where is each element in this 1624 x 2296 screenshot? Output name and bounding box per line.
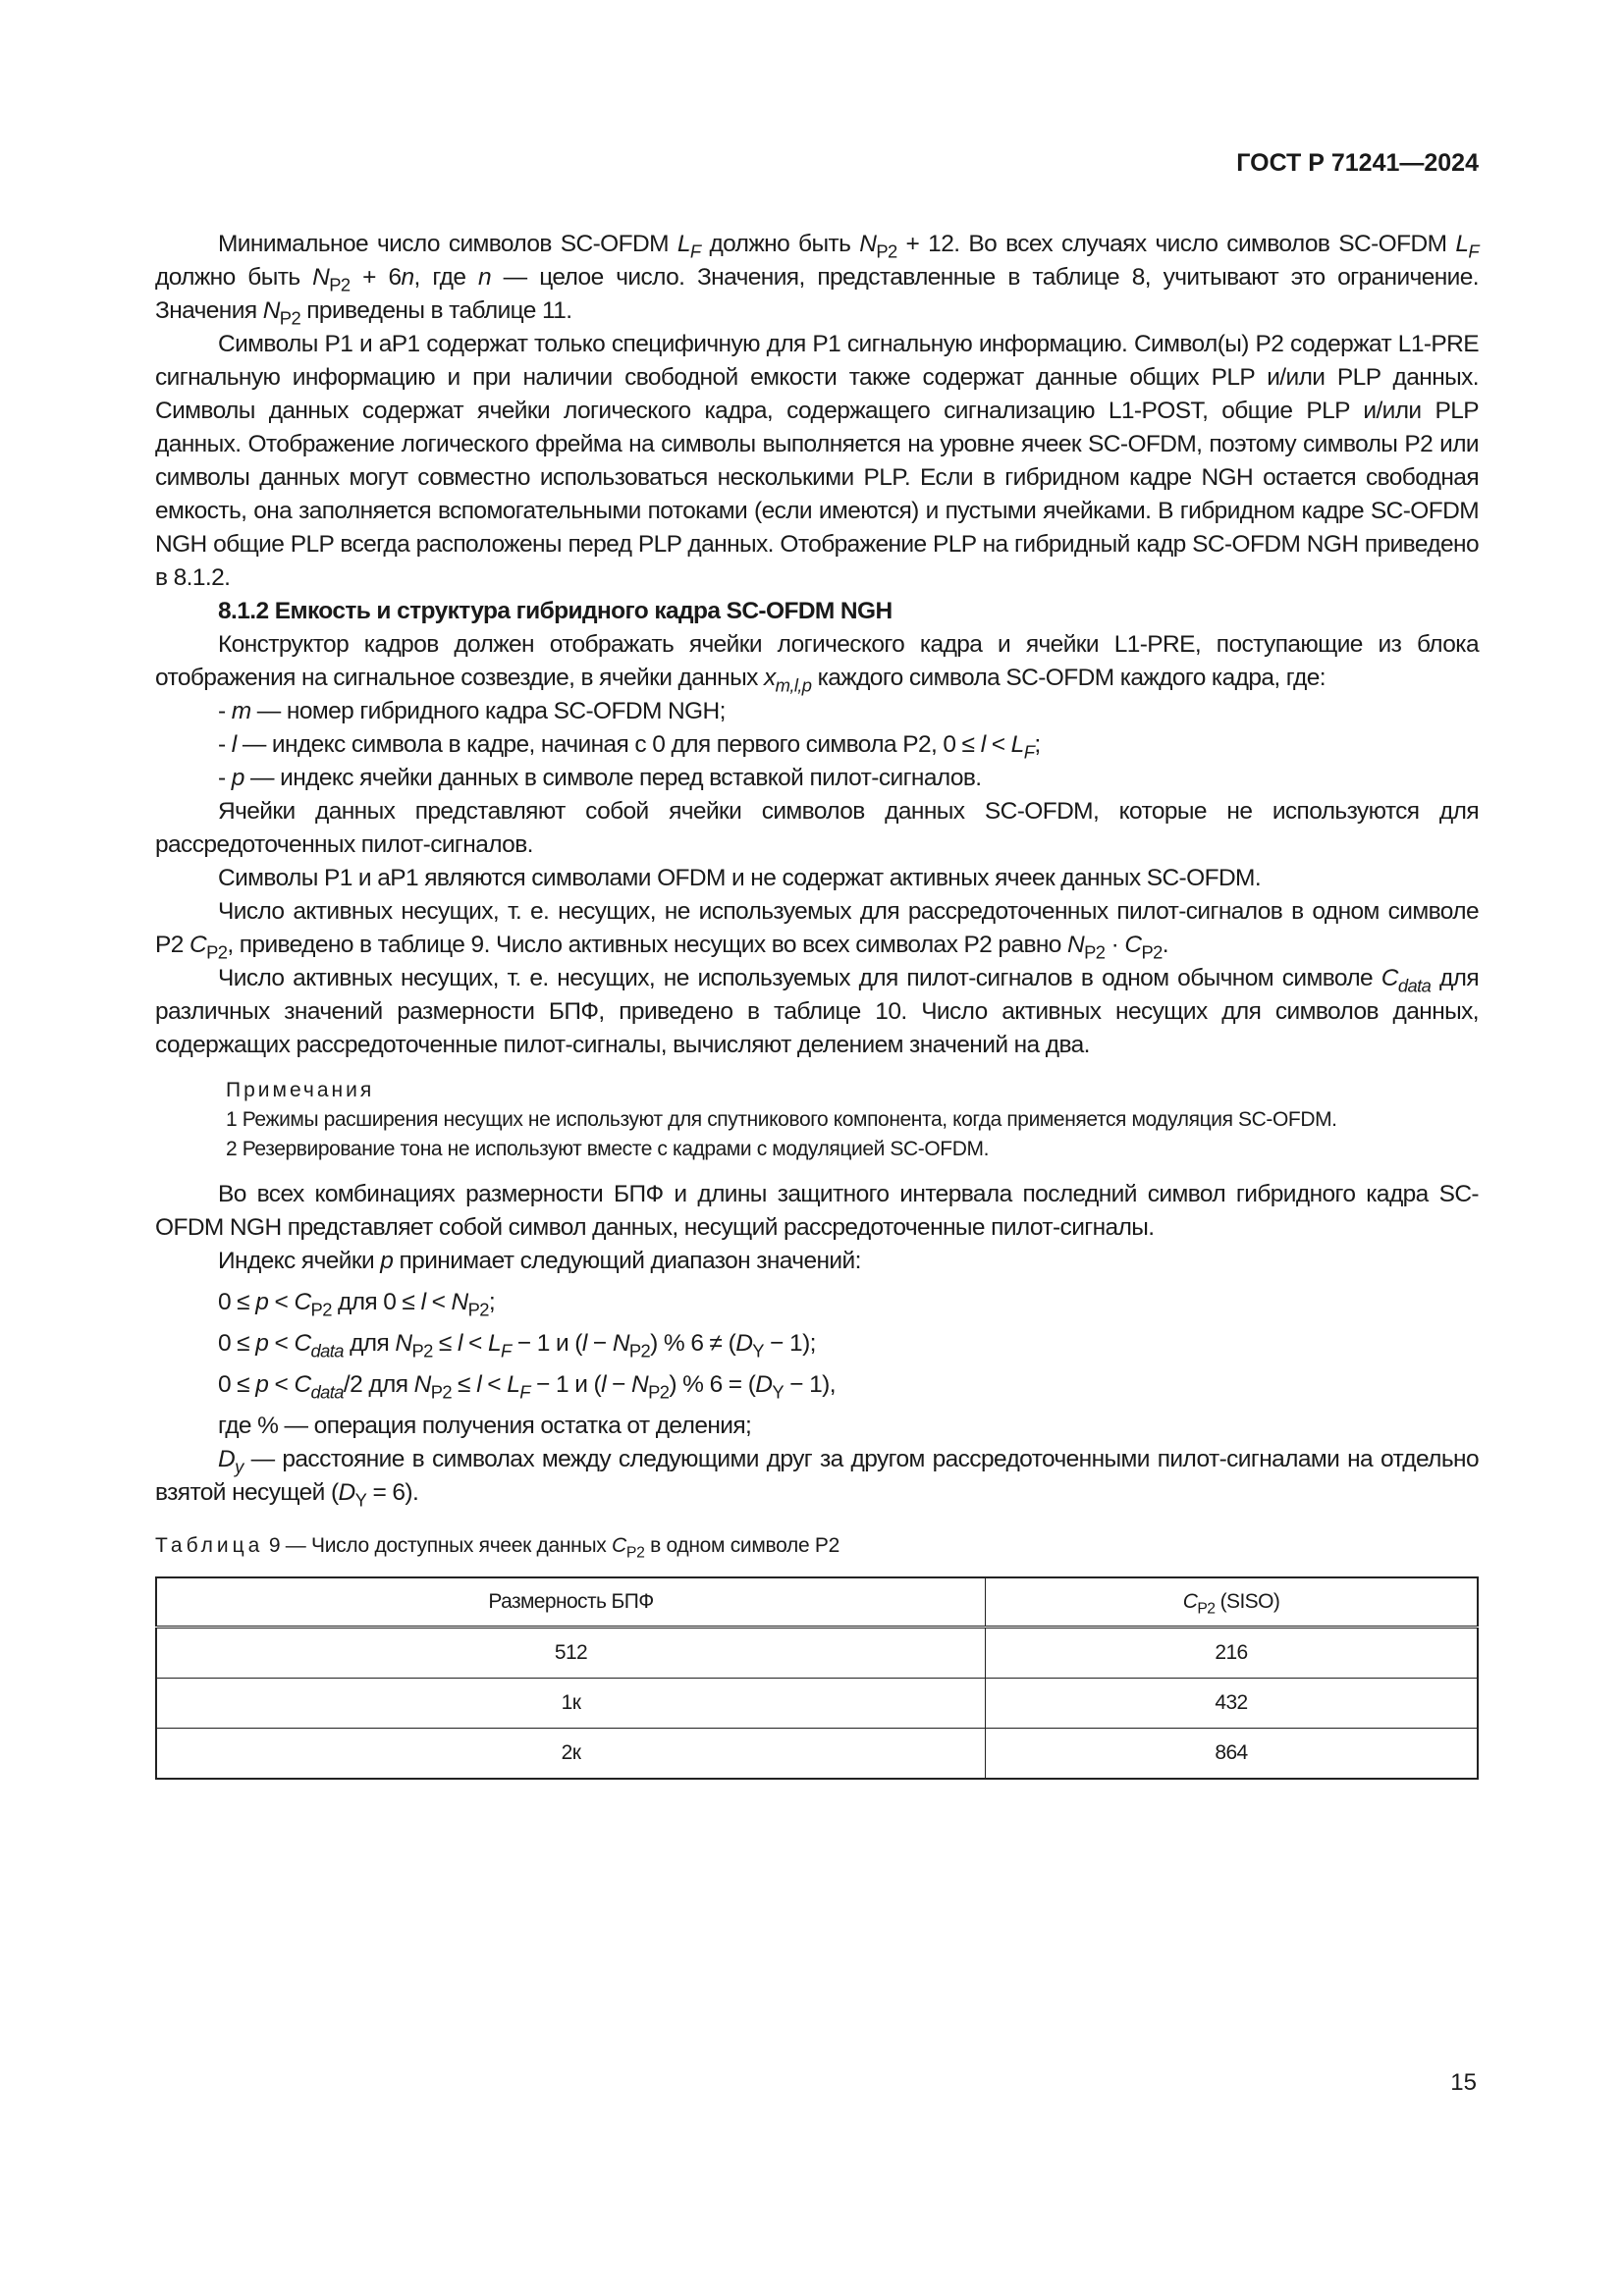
math-symbol: C [1124,932,1142,958]
math-symbol: D [338,1479,355,1506]
math-subscript: P2 [411,1340,433,1362]
paragraphs-structure [155,628,1479,1062]
math-subscript: F [1023,741,1035,763]
paragraph-dy [155,1443,1479,1510]
table-caption-text: 9 — Число доступных ячеек данных $C_{P2}$ в одном символе P2 [268,1534,839,1562]
math-symbol: l [420,1289,426,1315]
table-cell: 216 [985,1628,1478,1679]
math-symbol: L [507,1371,520,1398]
page-number: 15 [1450,2069,1477,2096]
math-subscript: P2 [206,941,228,963]
table-cell: 2к [156,1729,985,1780]
math-symbol: N [612,1330,629,1357]
math-subscript: P2 [1197,1600,1216,1618]
math-symbol: L [677,231,690,257]
math-subscript: P2 [1084,941,1106,963]
math-symbol: m [231,698,251,724]
math-symbol: C [612,1534,626,1557]
paragraph: Ячейки данных представляют собой ячейки символов данных SC-OFDM, которые не используются для рассредоточенных пилот-сигналов. [155,798,1479,858]
math-subscript: P2 [1141,941,1163,963]
math-symbol: p [255,1289,269,1315]
table-header-row [156,1577,1478,1628]
math-symbol: N [413,1371,431,1398]
math-subscript: P2 [329,274,351,295]
math-symbol: l [231,731,237,758]
math-subscript: P2 [430,1381,452,1403]
math-symbol: l [601,1371,606,1398]
math-symbol: C [189,932,207,958]
math-symbol: C [1380,965,1398,991]
math-subscript: F [689,240,701,262]
formula-line: $0 \le p < C_{data}$ для $N_{P2} \le l < L_F - 1$ и $(l - N_{P2})$ % $6 \ne (D_Y - 1)$; [218,1330,816,1362]
note-item: 2 Резервирование тона не используют вместе с кадрами с модуляцией SC-OFDM. [226,1138,990,1160]
math-symbol: l [980,731,986,758]
math-subscript: P2 [467,1299,489,1320]
paragraphs-intro [155,228,1479,595]
math-symbol: D [735,1330,753,1357]
math-symbol: D [218,1446,236,1472]
math-symbol: L [487,1330,501,1357]
formulas [155,1286,1479,1443]
paragraph: Минимальное число символов SC-OFDM $L_F$ должно быть $N_{P2} + 12$. Во всех случаях число символов SC-OFDM $L_F$ должно быть $N_{P2} + 6n$, где n — целое число. Значения, представленные в таблице 8, учитывают это ограничение. Значения $N_{P2}$ приведены в таблице 11. [155,231,1480,329]
paragraph: - l — индекс символа в кадре, начиная с 0 для первого символа P2, $0 \le l < L_F$; [218,731,1041,763]
math-subscript: m,l,p [775,674,812,696]
math-subscript: data [1397,975,1432,996]
math-symbol: l [476,1371,482,1398]
table-caption [155,1529,1479,1563]
math-symbol: l [458,1330,462,1357]
math-symbol: N [1067,932,1085,958]
paragraph: Число активных несущих, т. е. несущих, не используемых для рассредоточенных пилот-сигналов в одном символе P2 $C_{P2}$, приведено в таблице 9. Число активных несущих во всех символах P2 равно $N_{P2} \cdot C_{P2}$. [155,898,1479,963]
math-symbol: C [1182,1590,1198,1613]
table-cell: 512 [156,1628,985,1679]
formula-line: $0 \le p < C_{data}/2$ для $N_{P2} \le l < L_F - 1$ и $(l - N_{P2})$ % $6 = (D_Y - 1)$, [218,1371,836,1403]
paragraph: Индекс ячейки p принимает следующий диапазон значений: [218,1248,861,1274]
math-subscript: data [310,1340,344,1362]
math-symbol: N [451,1289,468,1315]
paragraph: $D_y$ — расстояние в символах между следующими друг за другом рассредоточенными пилот-сигналами на отдельно взятой несущей $(D_Y = 6)$. [155,1446,1479,1511]
math-symbol: p [255,1330,269,1357]
math-symbol: x [763,665,776,691]
paragraph: Конструктор кадров должен отображать ячейки логического кадра и ячейки L1-PRE, поступающие из блока отображения на сигнальное созвездие, в ячейки данных $x_{m,l,p}$ каждого символа SC-OFDM каждого кадра, где: [155,631,1479,696]
paragraph: Символы P1 и aP1 являются символами OFDM и не содержат активных ячеек данных SC-OFDM. [218,865,1262,891]
math-subscript: P2 [310,1299,332,1320]
formula-line: $0 \le p < C_{P2}$ для $0 \le l < N_{P2}$; [218,1289,496,1320]
column-header: Размерность БПФ [156,1577,985,1628]
math-symbol: L [1455,231,1469,257]
math-symbol: n [401,264,414,291]
table-row [156,1729,1478,1780]
math-symbol: p [255,1371,269,1398]
math-symbol: C [294,1289,311,1315]
paragraph: - p — индекс ячейки данных в символе перед вставкой пилот-сигналов. [218,765,982,791]
math-symbol: n [478,264,492,291]
math-symbol: N [859,231,877,257]
formula-line: где % — операция получения остатка от деления; [218,1413,752,1439]
math-subscript: P2 [279,307,301,329]
math-subscript: Y [354,1489,367,1511]
math-symbol: N [262,297,280,324]
math-symbol: C [294,1330,311,1357]
math-symbol: C [294,1371,311,1398]
paragraph: - m — номер гибридного кадра SC-OFDM NGH; [218,698,726,724]
math-symbol: N [631,1371,649,1398]
table-row [156,1679,1478,1729]
table-cell: 1к [156,1679,985,1729]
math-subscript: data [310,1381,344,1403]
math-symbol: p [231,765,244,791]
page-body [155,228,1479,1780]
paragraph: Символы P1 и aP1 содержат только специфичную для P1 сигнальную информацию. Символ(ы) P2 содержат L1-PRE сигнальную информацию и при наличии свободной емкости также содержат данные общих PLP и/или PLP данных. Символы данных содержат ячейки логического кадра, содержащего сигнализацию L1-POST, общие PLP и/или PLP данных. Отображение логического фрейма на символы выполняется на уровне ячеек SC-OFDM, поэтому символы P2 или символы данных могут совместно использоваться несколькими PLP. Если в гибридном кадре NGH остается свободная емкость, она заполняется вспомогательными потоками (если имеются) и пустыми ячейками. В гибридном кадре SC-OFDM NGH общие PLP всегда расположены перед PLP данных. Отображение PLP на гибридный кадр SC-OFDM NGH приведено в 8.1.2. [155,331,1479,591]
math-subscript: F [519,1381,530,1403]
math-symbol: N [395,1330,412,1357]
table-cell: 432 [985,1679,1478,1729]
column-header: $C_{P2}$ (SISO) [985,1577,1478,1628]
math-subscript: Y [772,1381,785,1403]
math-symbol: l [581,1330,587,1357]
paragraphs-range [155,1178,1479,1278]
data-table [155,1576,1479,1780]
section-heading: 8.1.2 Емкость и структура гибридного кадра SC-OFDM NGH [218,598,893,624]
notes [155,1076,1479,1164]
math-subscript: y [235,1456,244,1477]
notes-title: Примечания [226,1079,375,1101]
math-subscript: P2 [625,1544,645,1562]
math-subscript: F [501,1340,512,1362]
math-subscript: P2 [628,1340,651,1362]
math-subscript: Y [752,1340,764,1362]
math-symbol: L [1010,731,1024,758]
math-subscript: P2 [876,240,897,262]
math-subscript: P2 [648,1381,670,1403]
table-row [156,1628,1478,1679]
paragraph: Число активных несущих, т. е. несущих, не используемых для пилот-сигналов в одном обычном символе $C_{data}$ для различных значений размерности БПФ, приведено в таблице 10. Число активных несущих для символов данных, содержащих рассредоточенные пилот-сигналы, вычисляют делением значений на два. [155,965,1479,1058]
math-subscript: F [1468,240,1479,262]
math-symbol: D [755,1371,773,1398]
math-symbol: N [312,264,330,291]
document-header: ГОСТ Р 71241—2024 [1236,149,1479,177]
table-caption-label: Таблица [155,1534,264,1557]
paragraph: Во всех комбинациях размерности БПФ и длины защитного интервала последний символ гибридного кадра SC-OFDM NGH представляет собой символ данных, несущий рассредоточенные пилот-сигналы. [155,1181,1479,1241]
table-cell: 864 [985,1729,1478,1780]
math-symbol: p [380,1248,394,1274]
note-item: 1 Режимы расширения несущих не используют для спутникового компонента, когда применяется модуляция SC-OFDM. [226,1108,1337,1131]
